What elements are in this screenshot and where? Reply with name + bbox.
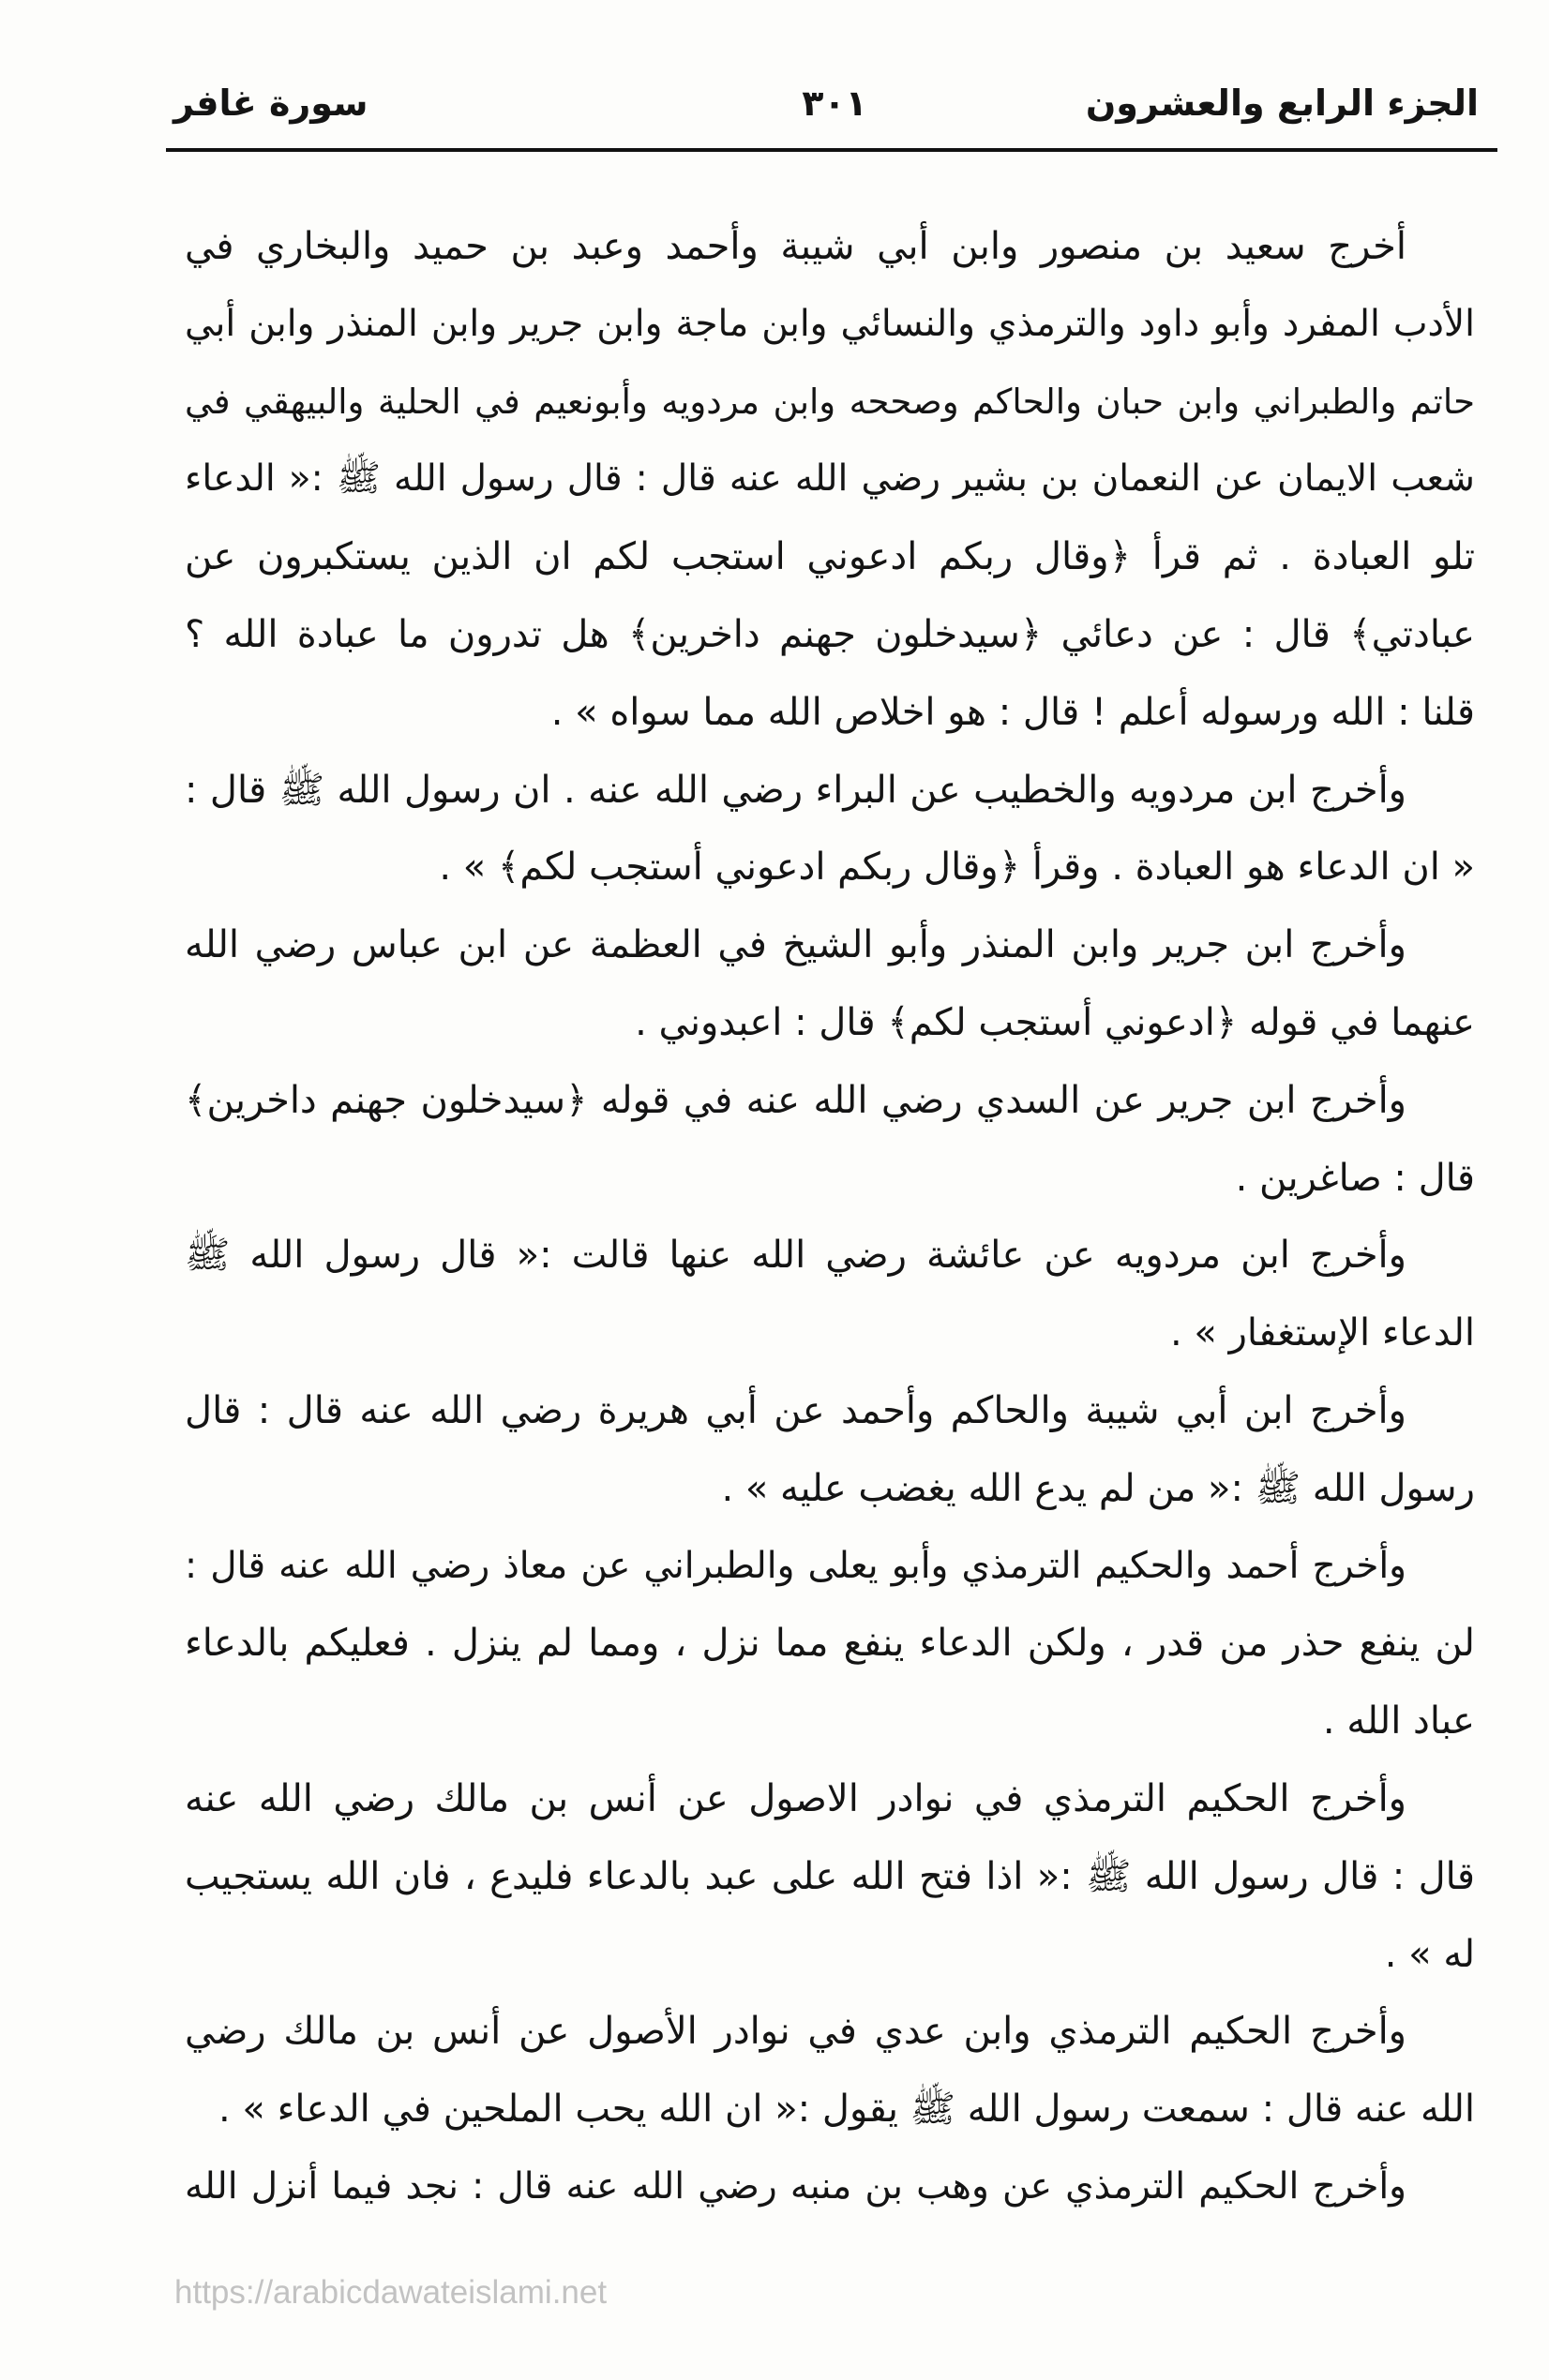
paragraph [185,752,1475,907]
paragraph [185,1760,1475,1993]
text-line: شعب الايمان عن النعمان بن بشير رضي الله عنه قال : قال رسول الله ﷺ :« الدعاء [185,457,1475,501]
text-line: الأدب المفرد وأبو داود والترمذي والنسائي وابن ماجة وابن جرير وابن المنذر وابن أبي [185,302,1475,345]
text-line: الله عنه قال : سمعت رسول الله ﷺ يقول :« ان الله يحب الملحين في الدعاء » . [218,2088,1475,2132]
text-line: عبادتي﴾ قال : عن دعائي ﴿سيدخلون جهنم داخرين﴾ هل تدرون ما عبادة الله ؟ [185,612,1475,656]
paragraph [185,1528,1475,1760]
page-number: ٣٠١ [802,82,867,124]
text-line: قلنا : الله ورسوله أعلم ! قال : هو اخلاص الله مما سواه » . [550,690,1475,734]
text-line: لن ينفع حذر من قدر ، ولكن الدعاء ينفع مما نزل ، ومما لم ينزل . فعليكم بالدعاء [185,1622,1475,1666]
text-line: « ان الدعاء هو العبادة . وقرأ ﴿وقال ربكم ادعوني أستجب لكم﴾ » . [439,846,1475,890]
text-line: وأخرج الحكيم الترمذي عن وهب بن منبه رضي الله عنه قال : نجد فيما أنزل الله [185,2164,1406,2208]
header-rule [166,148,1497,152]
text-line: وأخرج ابن جرير وابن المنذر وأبو الشيخ في العظمة عن ابن عباس رضي الله [185,923,1406,967]
text-line: وأخرج ابن مردويه عن عائشة رضي الله عنها قالت :« قال رسول الله ﷺ [185,1234,1406,1278]
text-line: عباد الله . [1322,1699,1475,1744]
running-header-part: الجزء الرابع والعشرون [1085,82,1479,124]
paragraph [185,1062,1475,1218]
body-text [185,208,1475,2226]
text-line: وأخرج أحمد والحكيم الترمذي وأبو يعلى والطبراني عن معاذ رضي الله عنه قال : [185,1544,1406,1587]
paragraph [185,1993,1475,2148]
paragraph [185,2148,1475,2226]
text-line: حاتم والطبراني وابن حبان والحاكم وصححه وابن مردويه وأبونعيم في الحلية والبيهقي في [185,381,1475,422]
text-line: عنهما في قوله ﴿ادعوني أستجب لكم﴾ قال : اعبدوني . [635,1000,1475,1044]
text-line: وأخرج الحكيم الترمذي وابن عدي في نوادر الأصول عن أنس بن مالك رضي [185,2010,1406,2054]
text-line: وأخرج ابن جرير عن السدي رضي الله عنه في قوله ﴿سيدخلون جهنم داخرين﴾ [185,1078,1406,1122]
watermark-url: https://arabicdawateislami.net [174,2274,608,2311]
text-line: وأخرج ابن أبي شيبة والحاكم وأحمد عن أبي هريرة رضي الله عنه قال : قال [185,1388,1406,1432]
text-line: وأخرج ابن مردويه والخطيب عن البراء رضي الله عنه . ان رسول الله ﷺ قال : [185,768,1406,812]
paragraph [185,208,1475,752]
text-line: وأخرج الحكيم الترمذي في نوادر الاصول عن أنس بن مالك رضي الله عنه [185,1776,1406,1820]
text-line: الدعاء الإستغفار » . [1169,1311,1475,1355]
paragraph [185,1217,1475,1372]
paragraph [185,1372,1475,1528]
text-line: قال : قال رسول الله ﷺ :« اذا فتح الله على عبد بالدعاء فليدع ، فان الله يستجيب [185,1854,1475,1898]
paragraph [185,906,1475,1062]
text-line: رسول الله ﷺ :« من لم يدع الله يغضب عليه » . [721,1466,1475,1510]
text-line: تلو العبادة . ثم قرأ ﴿وقال ربكم ادعوني استجب لكم ان الذين يستكبرون عن [185,535,1475,579]
text-line: له » . [1384,1932,1475,1976]
text-line: قال : صاغرين . [1235,1156,1475,1200]
running-header-surah: سورة غافر [173,82,368,124]
text-line: أخرج سعيد بن منصور وابن أبي شيبة وأحمد وعبد بن حميد والبخاري في [185,225,1406,268]
